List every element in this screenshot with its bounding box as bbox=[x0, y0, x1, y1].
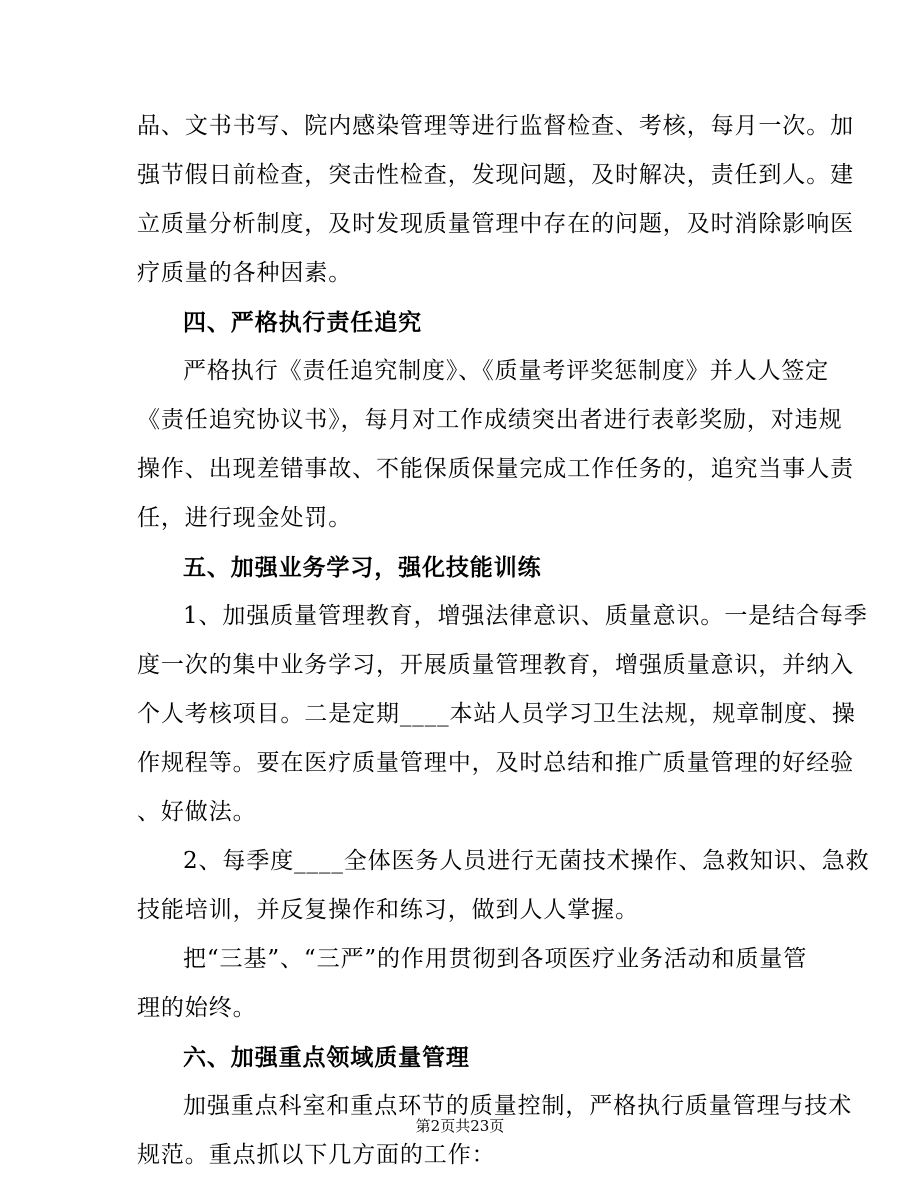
text-line: 作规程等。要在医疗质量管理中，及时总结和推广质量管理的好经验 bbox=[137, 750, 854, 776]
text-line: 操作、出现差错事故、不能保质保量完成工作任务的，追究当事人责 bbox=[137, 456, 854, 482]
text-line: 2、每季度____全体医务人员进行无菌技术操作、急救知识、急救 bbox=[183, 848, 870, 874]
page-number: 第2页共23页 bbox=[415, 1117, 505, 1135]
text-line: 技能培训，并反复操作和练习，做到人人掌握。 bbox=[137, 897, 639, 923]
text-line: 加强重点科室和重点环节的质量控制，严格执行质量管理与技术 bbox=[183, 1093, 853, 1119]
text-line: 严格执行《责任追究制度》、《质量考评奖惩制度》并人人签定 bbox=[183, 358, 830, 384]
text-line: 理的始终。 bbox=[137, 995, 257, 1021]
text-line: 强节假日前检查，突击性检查，发现问题，及时解决，责任到人。建 bbox=[137, 162, 854, 188]
text-line: 、好做法。 bbox=[137, 799, 257, 825]
text-line: 1、加强质量管理教育，增强法律意识、质量意识。一是结合每季 bbox=[183, 603, 868, 629]
text-line: 疗质量的各种因素。 bbox=[137, 260, 353, 286]
text-line: 度一次的集中业务学习，开展质量管理教育，增强质量意识，并纳入 bbox=[137, 652, 854, 678]
document-body bbox=[137, 102, 870, 1180]
section-heading: 五、加强业务学习，强化技能训练 bbox=[183, 554, 542, 581]
text-line: 品、文书书写、院内感染管理等进行监督检查、考核，每月一次。加 bbox=[137, 113, 854, 139]
text-line: 规范。重点抓以下几方面的工作： bbox=[137, 1142, 496, 1168]
text-line: 个人考核项目。二是定期____本站人员学习卫生法规，规章制度、操 bbox=[137, 701, 856, 727]
section-heading: 四、严格执行责任追究 bbox=[183, 309, 422, 336]
text-line: 任，进行现金处罚。 bbox=[137, 505, 353, 531]
text-line: 把“三基”、“三严”的作用贯彻到各项医疗业务活动和质量管 bbox=[183, 946, 808, 972]
text-line: 《责任追究协议书》，每月对工作成绩突出者进行表彰奖励，对违规 bbox=[137, 407, 843, 433]
section-heading: 六、加强重点领域质量管理 bbox=[183, 1044, 470, 1071]
text-line: 立质量分析制度，及时发现质量管理中存在的问题，及时消除影响医 bbox=[137, 211, 854, 237]
